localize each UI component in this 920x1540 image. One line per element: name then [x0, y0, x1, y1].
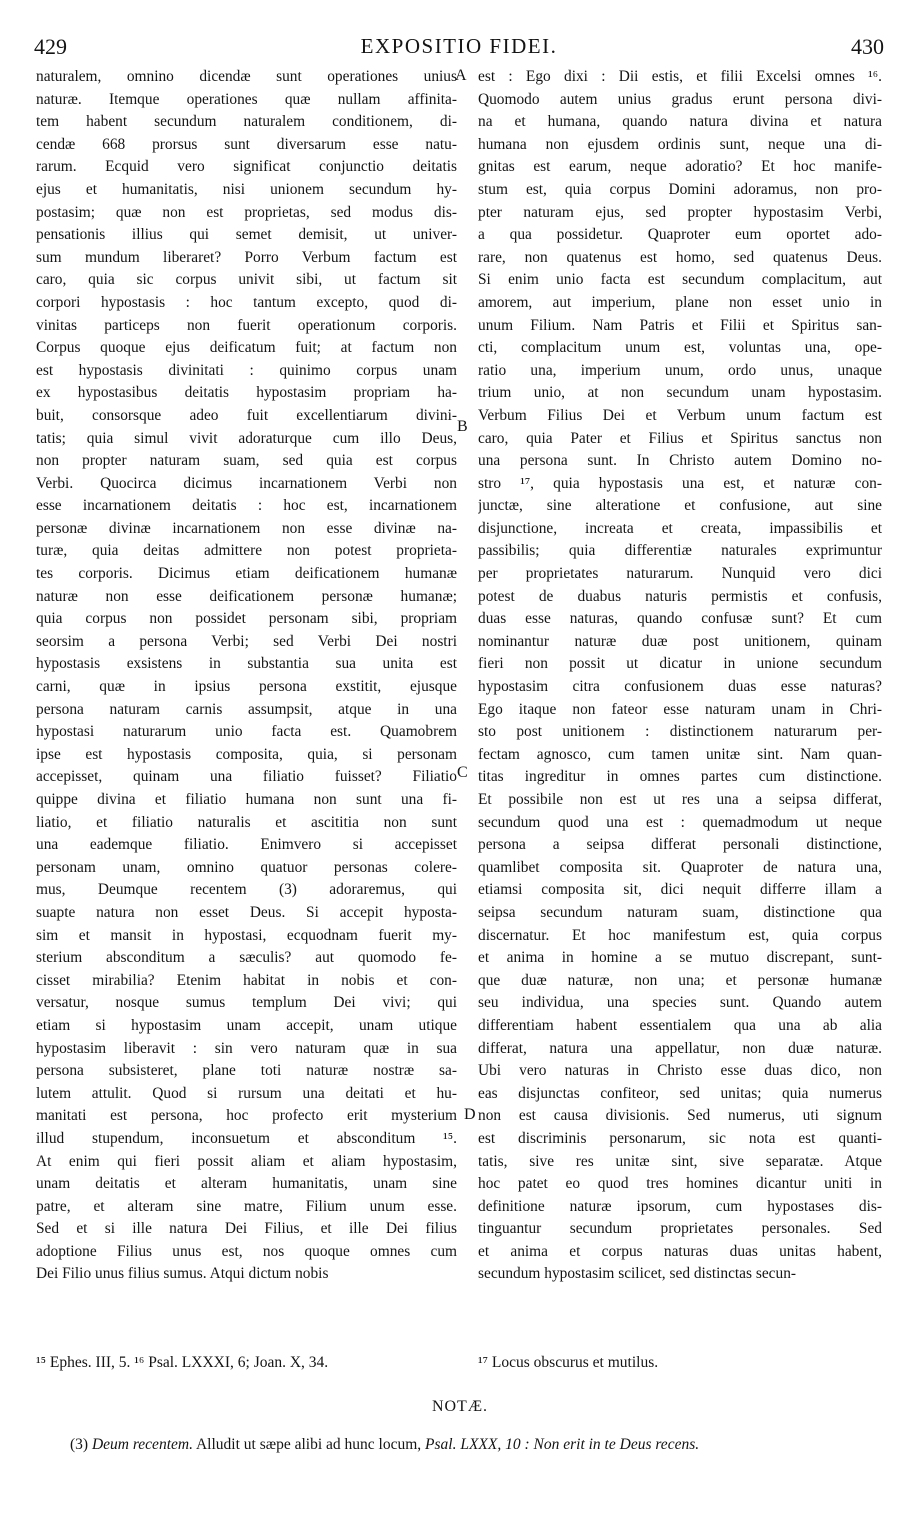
- text-line: caro, quia Pater et Filius et Spiritus sanctus non: [478, 429, 882, 447]
- text-line: tem habent secundum naturalem conditionem, di-: [36, 113, 457, 131]
- margin-marker-b: B: [457, 418, 468, 435]
- text-line: stum est, quia corpus Domini adoramus, non pro-: [478, 180, 882, 198]
- text-line: junctæ, sine alteratione et confusione, aut sine: [478, 497, 882, 515]
- text-line: ratio una, imperium unum, ordo unus, unaque: [478, 361, 882, 379]
- text-line: ejus et humanitatis, nisi unionem secundum hy-: [36, 180, 457, 198]
- text-line: Verbum Filius Dei et Verbum unum factum est: [478, 406, 882, 424]
- text-line: non propter naturam suam, sed quia est corpus: [36, 452, 457, 470]
- text-line: titas ingreditur in omnes partes cum distinctione.: [478, 768, 882, 786]
- text-line: naturæ non esse deificationem personæ humanæ;: [36, 587, 457, 605]
- note-lemma: Deum recentem.: [91, 1436, 193, 1453]
- text-line: potest de duabus naturis permistis et confusis,: [478, 587, 882, 605]
- text-line: differentiam habent essentialem qua una ab alia: [478, 1016, 882, 1034]
- text-line: esse incarnationem deitatis : hoc est, incarnationem: [36, 497, 457, 515]
- text-line: personæ divinæ incarnationem non esse divinæ na-: [36, 519, 457, 537]
- text-line: fectam agnosco, cum tamen unitæ sint. Nam quan-: [478, 745, 882, 763]
- footnote-left: ¹⁵ Ephes. III, 5. ¹⁶ Psal. LXXXI, 6; Joan. X, 34.: [36, 1354, 329, 1371]
- text-line: carni, quæ in ipsius persona exstitit, ejusque: [36, 678, 457, 696]
- text-line: pter naturam ejus, sed propter hypostasim Verbi,: [478, 203, 882, 221]
- text-line: sim et mansit in hypostasi, ecquodnam fuerit my-: [36, 926, 457, 944]
- text-line: hypostasim liberavit : sin vero naturam quæ in sua: [36, 1039, 457, 1057]
- text-line: a qua possidetur. Quaproter eum oportet ado-: [478, 226, 882, 244]
- text-line: persona a seipsa differat personali distinctione,: [478, 836, 882, 854]
- left-column: [36, 66, 457, 1286]
- footnote-right: ¹⁷ Locus obscurus et mutilus.: [478, 1354, 659, 1371]
- text-line: Quomodo autem unius gradus erunt persona divi-: [478, 90, 882, 108]
- text-line: et anima in homine a se mutuo discrepant, sunt-: [478, 949, 882, 967]
- note-reference: Psal. LXXX, 10 :: [425, 1436, 530, 1453]
- text-line: hypostasis exsistens in substantia sua unita est: [36, 655, 457, 673]
- text-line: hoc patet eo quod tres homines dicantur uniti in: [478, 1175, 882, 1193]
- text-line: liatio, et filiatio naturalis et ascititia non sunt: [36, 813, 457, 831]
- text-line: una persona sunt. In Christo autem Domino no-: [478, 452, 882, 470]
- text-line: est hypostasis divinitati : quinimo corpus unam: [36, 361, 457, 379]
- text-line: Corpus quoque ejus deificatum fuit; at factum non: [36, 339, 457, 357]
- text-line: est discriminis personarum, sic nota est quanti-: [478, 1129, 882, 1147]
- running-title: EXPOSITIO FIDEI.: [360, 34, 558, 58]
- text-line: caro, quia sic corpus univit sibi, ut factum sit: [36, 271, 457, 289]
- text-line: hypostasim citra confusionem duas esse naturas?: [478, 678, 882, 696]
- text-line: tes corporis. Dicimus etiam deificationem humanæ: [36, 565, 457, 583]
- text-line: secundum hypostasim scilicet, sed distinctas secun-: [478, 1265, 797, 1283]
- text-line: secundum quod una est : quemadmodum ut neque: [478, 813, 882, 831]
- text-line: etiamsi composita sit, dici nequit differre illam a: [478, 881, 882, 899]
- text-line: persona naturam carnis assumpsit, atque in una: [36, 700, 457, 718]
- text-line: seu individua, una species sunt. Quando autem: [478, 994, 882, 1012]
- text-line: ipse est hypostasis composita, quia, si personam: [36, 745, 457, 763]
- text-line: et anima et corpus naturas duas unitas habent,: [478, 1242, 882, 1260]
- text-line: na et humana, quando natura divina et natura: [478, 113, 882, 131]
- text-line: rare, non quatenus est homo, sed quatenus Deus.: [478, 248, 882, 266]
- text-line: tinguantur secundum proprietates personales. Sed: [478, 1220, 882, 1238]
- text-line: ex hypostasibus deitatis hypostasim propriam ha-: [36, 384, 457, 402]
- text-line: lutem attulit. Quod si rursum una deitati et hu-: [36, 1084, 457, 1102]
- text-line: stro ¹⁷, quia hypostasis una est, et naturæ con-: [478, 474, 882, 492]
- text-line: Sed et si ille natura Dei Filius, et ille Dei filius: [36, 1220, 457, 1238]
- text-line: quamlibet composita sit. Quaproter de natura una,: [478, 858, 882, 876]
- text-line: definitione naturæ ipsorum, cum hypostases dis-: [478, 1197, 882, 1215]
- text-line: versatur, nosque sumus templum Dei vivi; qui: [36, 994, 457, 1012]
- text-line: non est causa divisionis. Sed numerus, uti signum: [478, 1107, 882, 1125]
- text-line: eas disjunctas confiteor, sed unitas; quia numerus: [478, 1084, 882, 1102]
- text-line: suapte natura non esset Deus. Si accepit hyposta-: [36, 903, 457, 921]
- text-line: etiam si hypostasim unam accepit, unam utique: [36, 1016, 457, 1034]
- text-line: Et possibile non est ut res una a seipsa differat,: [478, 791, 882, 808]
- right-column: [478, 66, 882, 1286]
- text-line: mus, Deumque recentem (3) adoraremus, qui: [36, 881, 457, 899]
- text-line: per proprietates naturarum. Nunquid vero dici: [478, 565, 882, 583]
- text-line: cendæ 668 prorsus sunt diversarum esse natu-: [36, 135, 457, 153]
- text-line: sterium absconditum a sæculis? aut quomodo fe-: [36, 949, 457, 967]
- text-line: seorsim a persona Verbi; sed Verbi Dei nostri: [36, 632, 457, 650]
- margin-marker-a: A: [455, 67, 467, 84]
- text-line: buit, consorsque adeo fuit excellentiarum divini-: [36, 406, 457, 424]
- text-line: vinitas particeps non fuerit operationum corporis.: [36, 316, 457, 334]
- text-line: quia corpus non possidet personam sibi, propriam: [36, 610, 457, 628]
- text-line: trium unio, at non secundum unam hypostasim.: [478, 384, 882, 402]
- text-line: differat, natura una appellatur, non duæ naturæ.: [478, 1039, 882, 1057]
- running-header: [34, 34, 884, 60]
- text-line: est : Ego dixi : Dii estis, et filii Excelsi omnes ¹⁶.: [478, 68, 882, 85]
- margin-marker-c: C: [457, 764, 468, 781]
- text-line: Verbi. Quocirca dicimus incarnationem Verbi non: [36, 474, 457, 492]
- text-line: personam unam, omnino quatuor personas colere-: [36, 858, 457, 876]
- text-line: pensationis illius qui semet demisit, ut univer-: [36, 226, 457, 244]
- text-line: duas esse naturas, quando confusæ sunt? Et cum: [478, 610, 882, 628]
- text-line: postasim; quæ non est proprietas, sed modus dis-: [36, 203, 457, 221]
- note-number: (3): [70, 1436, 89, 1453]
- text-line: accepisset, quinam una filiatio fuisset? Filiatio: [36, 768, 457, 786]
- text-line: cti, complacitum unum est, voluntas una, ope-: [478, 339, 882, 357]
- text-line: Ego itaque non fateor esse naturam unam in Chri-: [478, 700, 882, 718]
- text-line: Dei Filio unus filius sumus. Atqui dictum nobis: [36, 1265, 329, 1283]
- note-quote: Non erit in te Deus recens.: [533, 1436, 700, 1453]
- text-line: rarum. Ecquid vero significat conjunctio deitatis: [36, 158, 457, 176]
- text-line: naturæ. Itemque operationes quæ nullam affinita-: [36, 90, 457, 108]
- text-line: discernatur. Et hoc manifestum est, quia corpus: [478, 926, 882, 944]
- text-line: seipsa secundum naturam suam, distinctione qua: [478, 903, 882, 921]
- text-line: tatis, sive res unitæ sint, sive separatæ. Atque: [478, 1152, 882, 1170]
- text-line: Ubi vero naturas in Christo esse duas dico, non: [478, 1062, 882, 1080]
- text-line: persona subsisteret, plane toti naturæ nostræ sa-: [36, 1062, 457, 1080]
- text-line: adoptione Filius unus est, nos quoque omnes cum: [36, 1242, 457, 1260]
- left-page-number: 429: [34, 34, 67, 59]
- text-line: humana non ejusdem ordinis sunt, neque una di-: [478, 135, 882, 153]
- text-line: hypostasi naturarum unio facta est. Quamobrem: [36, 723, 457, 741]
- text-line: que duæ naturæ, non una; et personæ humanæ: [478, 971, 882, 989]
- text-line: unum Filium. Nam Patris et Filii et Spiritus san-: [478, 316, 882, 334]
- text-line: At enim qui fieri possit aliam et aliam hypostasim,: [36, 1152, 457, 1170]
- text-line: turæ, quia deitas admittere non potest proprieta-: [36, 542, 457, 560]
- text-line: passibilis; quia differentiæ naturales exprimuntur: [478, 542, 882, 560]
- text-line: manitati est persona, hoc profecto erit mysterium: [36, 1107, 457, 1125]
- text-line: amorem, aut imperium, plane non esset unio in: [478, 293, 882, 311]
- text-line: illud stupendum, inconsuetum et absconditum ¹⁵.: [36, 1129, 457, 1147]
- text-line: patre, et alteram sine matre, Filium unum esse.: [36, 1197, 457, 1215]
- text-line: corpori hypostasis : hoc tantum excepto, quod di-: [36, 293, 457, 311]
- text-line: Si enim unio facta est secundum complacitum, aut: [478, 271, 882, 289]
- note-text: Alludit ut sæpe alibi ad hunc locum,: [195, 1436, 422, 1453]
- notae-heading: NOTÆ.: [431, 1398, 489, 1415]
- right-page-number: 430: [851, 34, 884, 59]
- text-line: sto post unitionem : distinctionem naturarum per-: [478, 723, 882, 741]
- text-line: quippe divina et filiatio humana non sunt una fi-: [36, 791, 457, 808]
- text-line: fieri non possit ut dicatur in unione secundum: [478, 655, 882, 673]
- margin-marker-d: D: [464, 1106, 476, 1123]
- text-line: unam deitatis et alteram humanitatis, unam sine: [36, 1175, 457, 1193]
- text-line: cisset mirabilia? Etenim habitat in nobis et con-: [36, 971, 457, 989]
- text-line: gnitas est earum, neque adoratio? Et hoc manife-: [478, 158, 882, 176]
- text-line: naturalem, omnino dicendæ sunt operationes unius: [36, 68, 457, 85]
- text-line: sum mundum liberaret? Porro Verbum factum est: [36, 248, 457, 266]
- text-line: nominantur naturæ duæ post unitionem, quinam: [478, 632, 882, 650]
- editorial-note: [70, 1436, 890, 1454]
- text-line: disjunctione, increata et creata, impassibilis et: [478, 519, 882, 537]
- text-line: tatis; quia simul vivit adoraturque cum illo Deus,: [36, 429, 457, 447]
- text-line: una eademque filiatio. Enimvero si accepisset: [36, 836, 457, 854]
